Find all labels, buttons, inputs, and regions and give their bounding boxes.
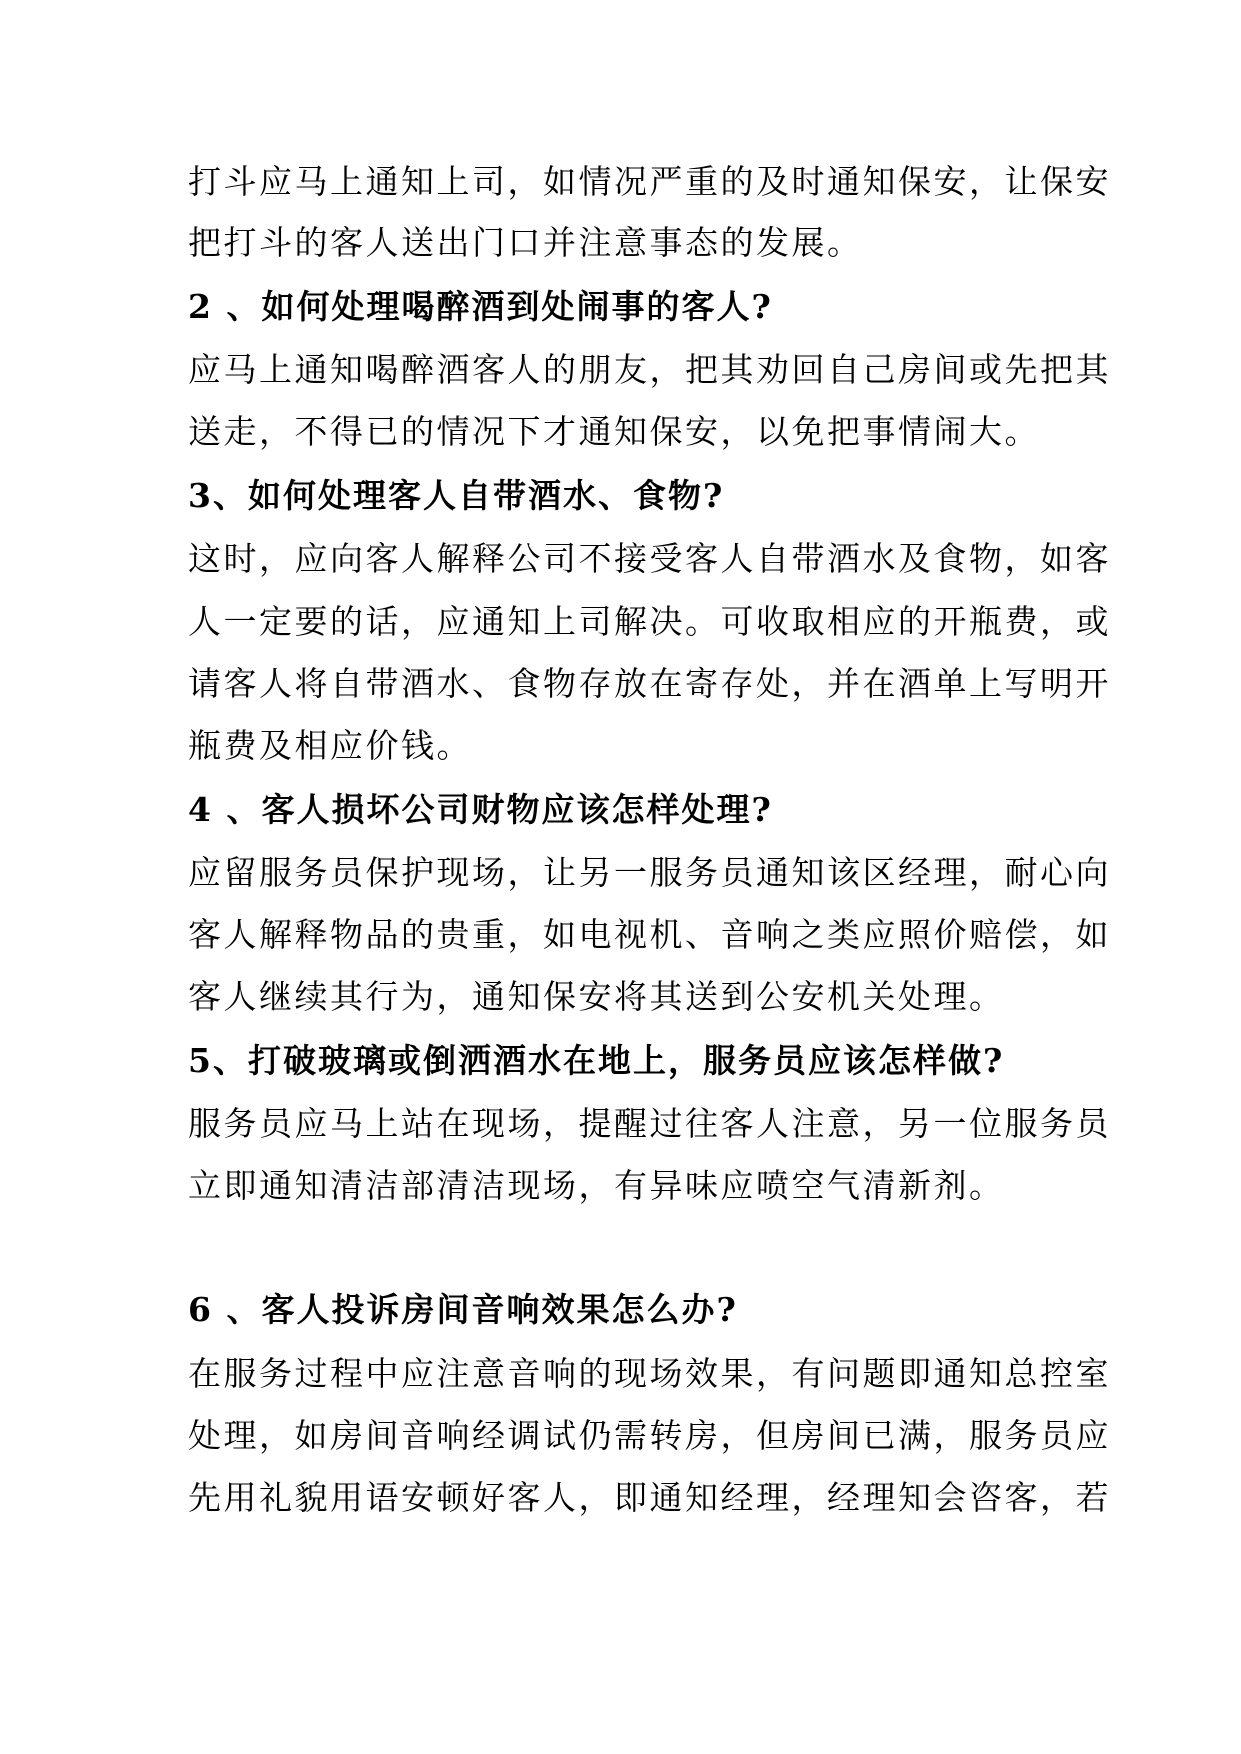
paragraph-line: 送走，不得已的情况下才通知保安，以免把事情闹大。: [188, 412, 1040, 451]
question-heading-4: 4 、客人损坏公司财物应该怎样处理?: [188, 790, 773, 829]
paragraph-line: 打斗应马上通知上司，如情况严重的及时通知保安，让保安: [188, 162, 1111, 201]
paragraph-line: 先用礼貌用语安顿好客人，即通知经理，经理知会咨客，若: [188, 1478, 1111, 1517]
paragraph-line: 客人解释物品的贵重，如电视机、音响之类应照价赔偿，如: [188, 915, 1111, 954]
paragraph-line: 应马上通知喝醉酒客人的朋友，把其劝回自己房间或先把其: [188, 350, 1111, 389]
paragraph-line: 应留服务员保护现场，让另一服务员通知该区经理，耐心向: [188, 853, 1111, 892]
question-heading-5: 5、打破玻璃或倒洒酒水在地上，服务员应该怎样做?: [188, 1041, 1005, 1080]
question-heading-2: 2 、如何处理喝醉酒到处闹事的客人?: [188, 287, 773, 326]
paragraph-line: 瓶费及相应价钱。: [188, 726, 472, 765]
question-heading-6: 6 、客人投诉房间音响效果怎么办?: [188, 1290, 738, 1329]
paragraph-line: 立即通知清洁部清洁现场，有异味应喷空气清新剂。: [188, 1166, 1005, 1205]
paragraph-line: 处理，如房间音响经调试仍需转房，但房间已满，服务员应: [188, 1416, 1111, 1455]
paragraph-line: 服务员应马上站在现场，提醒过往客人注意，另一位服务员: [188, 1104, 1111, 1143]
paragraph-line: 在服务过程中应注意音响的现场效果，有问题即通知总控室: [188, 1354, 1111, 1393]
question-heading-3: 3、如何处理客人自带酒水、食物?: [188, 476, 725, 515]
paragraph-line: 请客人将自带酒水、食物存放在寄存处，并在酒单上写明开: [188, 664, 1111, 703]
paragraph-line: 这时，应向客人解释公司不接受客人自带酒水及食物，如客: [188, 539, 1111, 578]
paragraph-line: 客人继续其行为，通知保安将其送到公安机关处理。: [188, 977, 1005, 1016]
paragraph-line: 人一定要的话，应通知上司解决。可收取相应的开瓶费，或: [188, 602, 1111, 641]
paragraph-line: 把打斗的客人送出门口并注意事态的发展。: [188, 223, 863, 262]
